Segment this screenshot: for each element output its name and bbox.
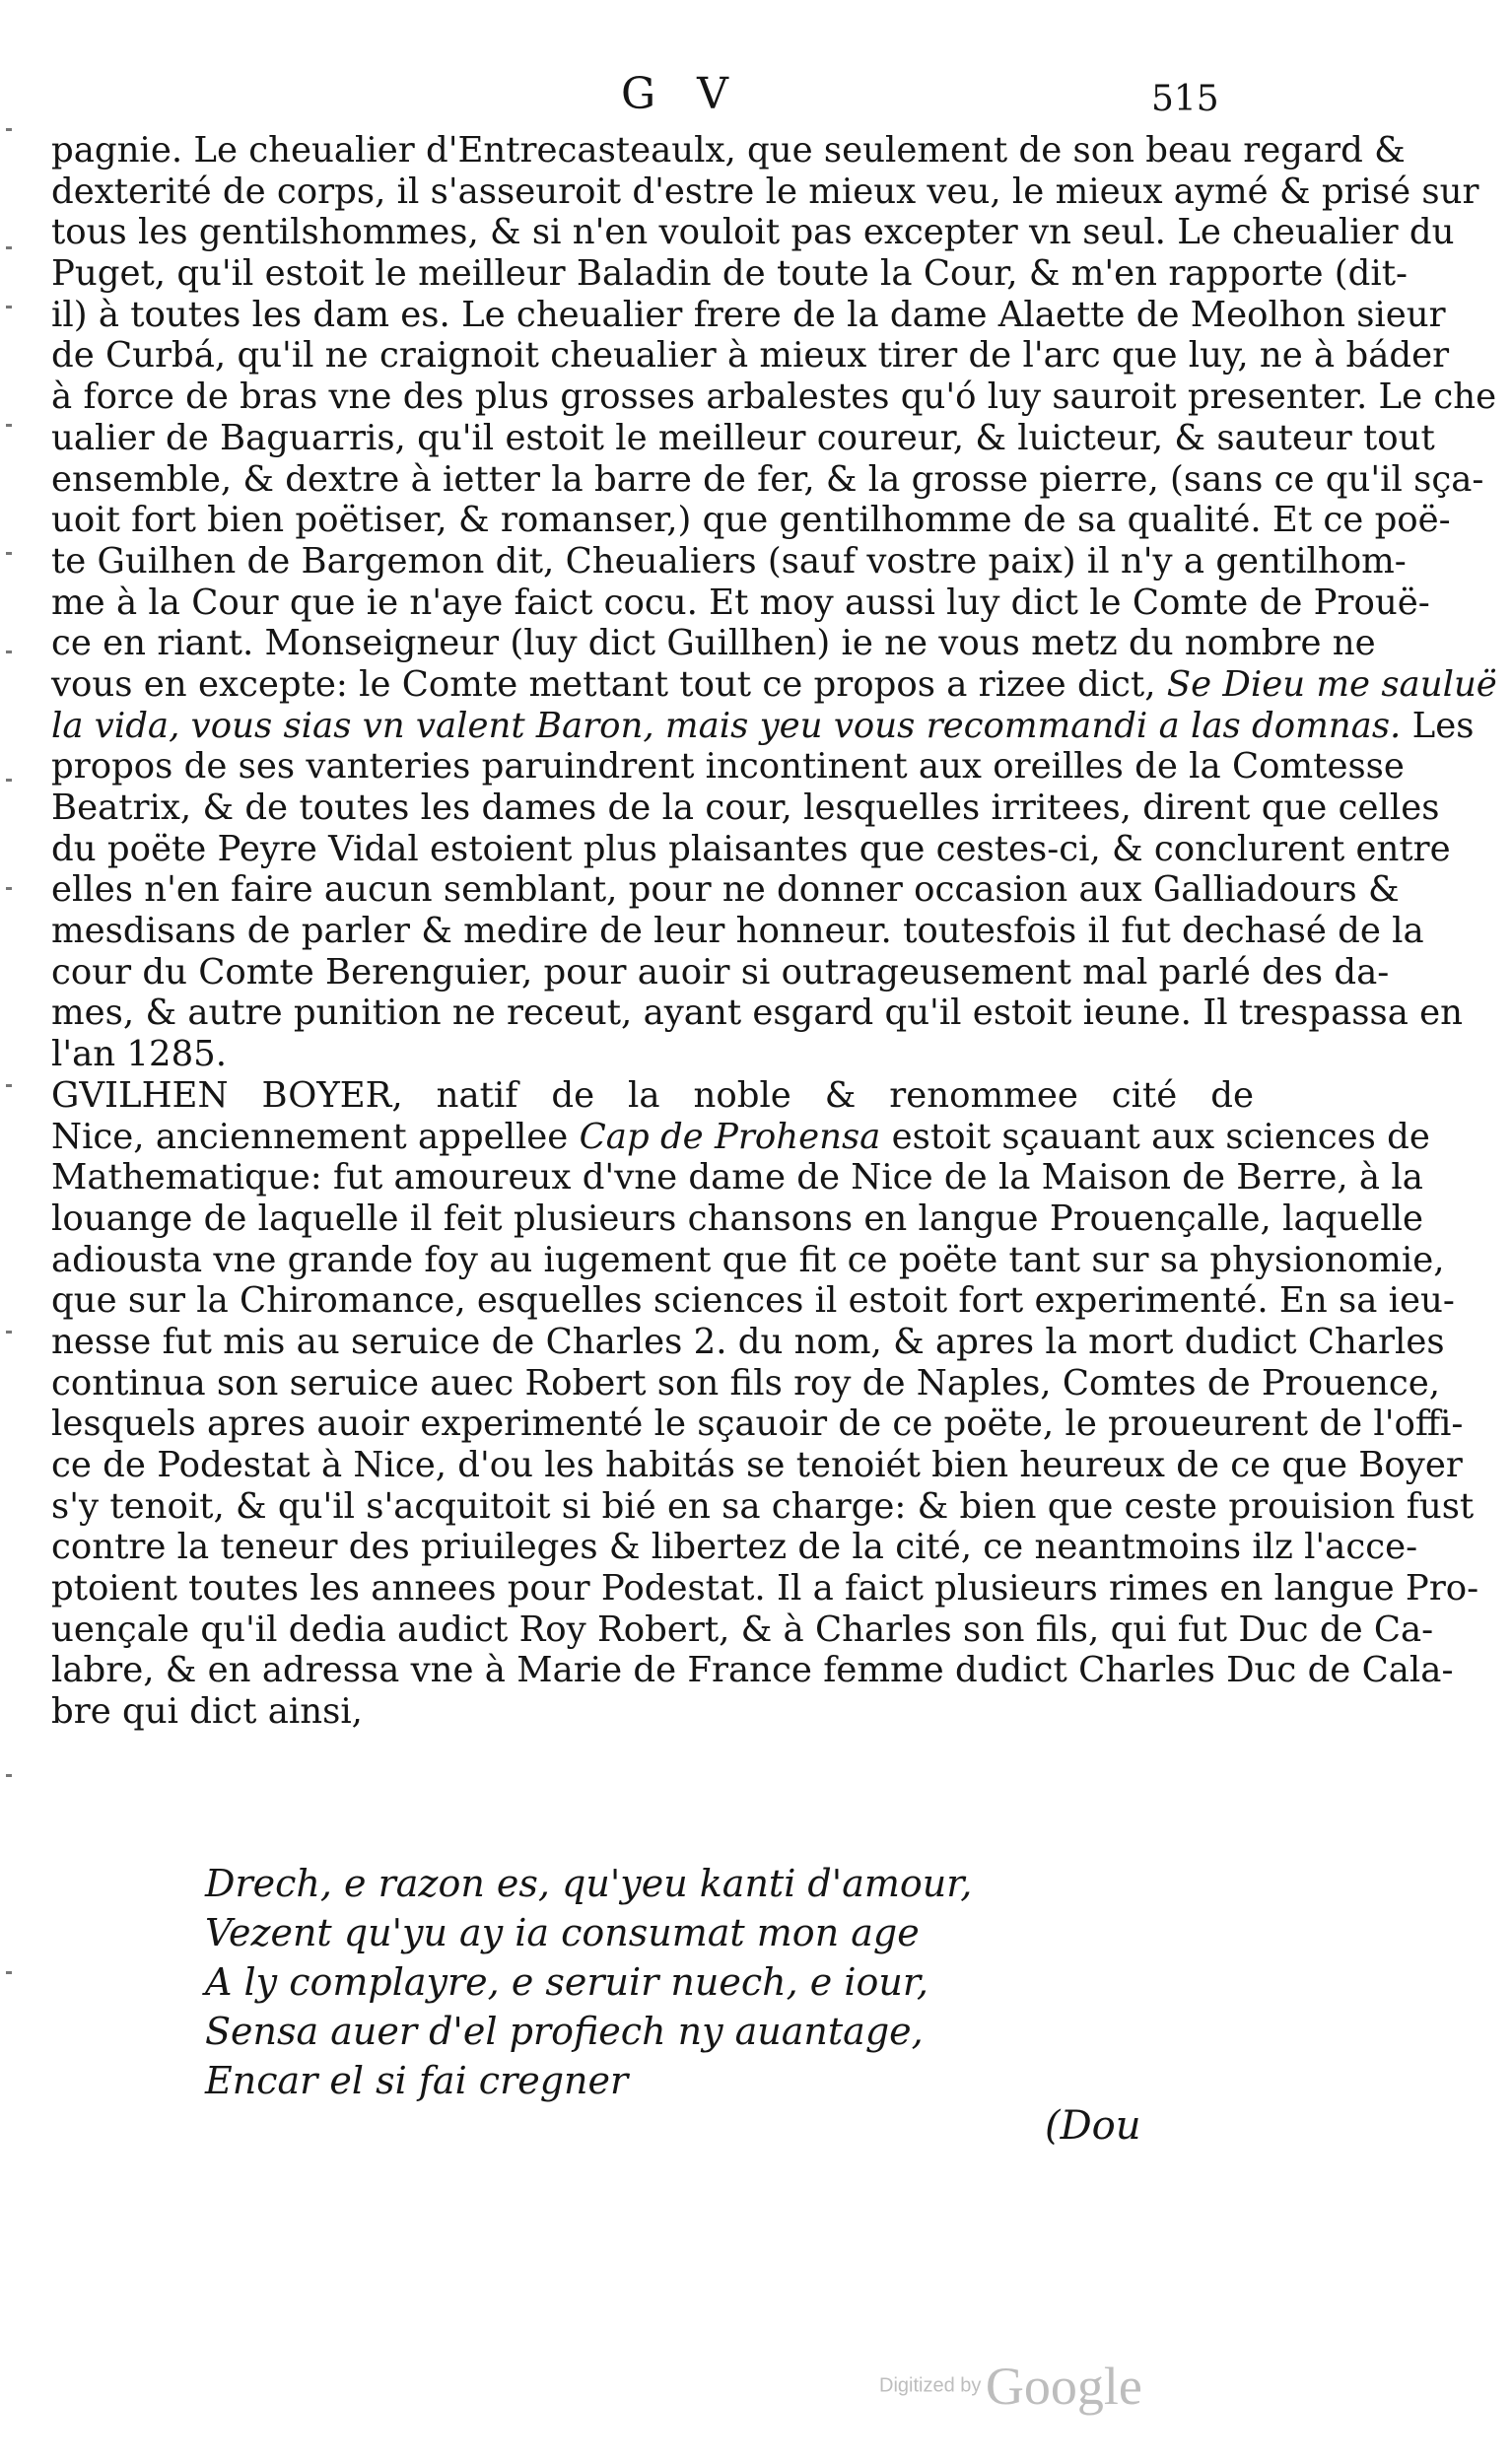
text-line-italic: Cap de Prohensa xyxy=(579,1116,881,1157)
text-line xyxy=(51,992,1464,1034)
text-line xyxy=(51,1075,1254,1117)
text-line-roman-after: estoit sçauant aux sciences de xyxy=(880,1116,1430,1157)
text-line-roman: adiousta vne grande foy au iugement que fit ce poëte tant sur sa physionomie, xyxy=(51,1239,1445,1280)
text-line-roman: du poëte Peyre Vidal estoient plus plaisantes que cestes-ci, & conclurent entre xyxy=(51,828,1451,869)
verse-block xyxy=(205,1859,972,2105)
text-line xyxy=(51,1321,1445,1363)
text-line xyxy=(51,911,1424,952)
text-line xyxy=(51,1691,1254,1733)
text-line xyxy=(51,500,1451,541)
text-line xyxy=(51,1485,1475,1528)
text-line xyxy=(51,828,1451,870)
verse-line: Drech, e razon es, qu'yeu kanti d'amour, xyxy=(205,1862,973,1905)
verse-line: A ly complayre, e seruir nuech, e iour, xyxy=(205,1960,928,2004)
text-line xyxy=(51,1034,1254,1075)
digitized-by-google-watermark xyxy=(879,2356,1142,2417)
text-line xyxy=(51,1403,1464,1445)
text-line xyxy=(51,746,1405,787)
verse-line: Encar el si fai cregner xyxy=(205,2059,629,2102)
text-line-italic: la vida, vous sias vn valent Baron, mais yeu vous recommandi a las domnas. xyxy=(51,705,1402,746)
text-line-roman: ptoient toutes les annees pour Podestat. Il a faict plusieurs rimes en langue Pro- xyxy=(51,1568,1479,1609)
text-line xyxy=(51,294,1446,336)
text-line xyxy=(51,1650,1454,1691)
text-line xyxy=(51,1608,1434,1651)
text-line-roman: te Guilhen de Bargemon dit, Cheualiers (sauf vostre paix) il n'y a gentilhom- xyxy=(51,540,1407,582)
text-line-roman: il) à toutes les dam es. Le cheualier frere de la dame Alaette de Meolhon sieur xyxy=(51,294,1446,335)
text-line xyxy=(51,1527,1418,1568)
text-line-roman: à force de bras vne des plus grosses arbalestes qu'ó luy sauroit presenter. Le che xyxy=(51,376,1497,418)
text-line-roman: Puget, qu'il estoit le meilleur Baladin de toute la Cour, & m'en rapporte (dit- xyxy=(51,253,1408,295)
text-line-roman: mesdisans de parler & medire de leur honneur. toutesfois il fut dechasé de la xyxy=(51,911,1424,952)
text-line-roman: nesse fut mis au seruice de Charles 2. du nom, & apres la mort dudict Charles xyxy=(51,1321,1445,1362)
text-line-roman: propos de ses vanteries paruindrent incontinent aux oreilles de la Comtesse xyxy=(51,746,1405,787)
text-line xyxy=(51,1568,1479,1609)
running-head: G V xyxy=(621,69,742,119)
text-line-roman: GVILHEN BOYER, natif de la noble & renommee cité de xyxy=(51,1074,1254,1116)
text-line xyxy=(51,171,1479,213)
text-line xyxy=(51,1445,1463,1486)
text-line xyxy=(51,253,1408,295)
text-line-roman: uoit fort bien poëtiser, & romanser,) que gentilhomme de sa qualité. Et ce poë- xyxy=(51,500,1451,541)
text-line-roman: Nice, anciennement appellee xyxy=(51,1116,569,1157)
text-line-roman: l'an 1285. xyxy=(51,1034,228,1075)
text-line xyxy=(51,335,1450,376)
text-line xyxy=(51,130,1406,171)
text-line xyxy=(51,540,1407,582)
text-line xyxy=(51,212,1455,253)
text-line xyxy=(51,951,1390,993)
text-line xyxy=(51,787,1440,829)
page-header xyxy=(0,69,1512,128)
text-line-roman: vous en excepte: le Comte mettant tout ce propos a rizee dict, xyxy=(51,663,1156,705)
watermark-prefix: Digitized by xyxy=(879,2374,982,2397)
text-line-roman: lesquels apres auoir experimenté le sçauoir de ce poëte, le proueurent de l'offi- xyxy=(51,1403,1464,1445)
text-line-roman: ualier de Baguarris, qu'il estoit le meilleur coureur, & luicteur, & sauteur tout xyxy=(51,417,1435,458)
text-line-roman: cour du Comte Berenguier, pour auoir si outrageusement mal parlé des da- xyxy=(51,951,1390,992)
text-line xyxy=(51,582,1430,624)
text-line-roman: louange de laquelle il feit plusieurs chansons en langue Prouençalle, laquelle xyxy=(51,1198,1423,1239)
text-line-roman: s'y tenoit, & qu'il s'acquitoit si bié en sa charge: & bien que ceste prouision fust xyxy=(51,1485,1475,1527)
text-line-italic: Se Dieu me sauluë xyxy=(1166,663,1497,705)
text-line-roman: pagnie. Le cheualier d'Entrecasteaulx, que seulement de son beau regard & xyxy=(51,130,1406,171)
catchword: (Dou xyxy=(1045,2103,1141,2149)
text-line-roman: bre qui dict ainsi, xyxy=(51,1691,363,1733)
text-line xyxy=(51,1280,1455,1322)
text-line xyxy=(51,1362,1441,1404)
text-line-roman: me à la Cour que ie n'aye faict cocu. Et moy aussi luy dict le Comte de Prouë- xyxy=(51,582,1430,623)
text-line-roman: continua son seruice auec Robert son fils roy de Naples, Comtes de Prouence, xyxy=(51,1362,1441,1403)
text-line-roman: mes, & autre punition ne receut, ayant esgard qu'il estoit ieune. Il trespassa en xyxy=(51,992,1464,1034)
text-line-roman: ce de Podestat à Nice, d'ou les habitás se tenoiét bien heureux de ce que Boyer xyxy=(51,1445,1463,1485)
text-line-roman: contre la teneur des priuileges & libertez de la cité, ce neantmoins ilz l'acce- xyxy=(51,1527,1418,1568)
text-line xyxy=(51,705,1475,747)
text-line xyxy=(51,1116,1430,1158)
text-line-roman: Beatrix, & de toutes les dames de la cour, lesquelles irritees, dirent que celles xyxy=(51,787,1440,828)
text-line-roman-after: Les xyxy=(1401,705,1475,746)
text-line xyxy=(51,458,1484,501)
text-line-roman: que sur la Chiromance, esquelles sciences il estoit fort experimenté. En sa ieu- xyxy=(51,1280,1455,1322)
text-line xyxy=(51,869,1400,911)
text-line xyxy=(51,663,1497,706)
google-logo: Google xyxy=(985,2357,1142,2416)
text-line xyxy=(51,1198,1423,1240)
text-line-roman: uençale qu'il dedia audict Roy Robert, & à Charles son fils, qui fut Duc de Ca- xyxy=(51,1608,1434,1650)
text-line xyxy=(51,623,1376,664)
text-line-roman: Mathematique: fut amoureux d'vne dame de Nice de la Maison de Berre, à la xyxy=(51,1157,1423,1198)
verse-line: Sensa auer d'el profiech ny auantage, xyxy=(205,2010,924,2053)
page-number: 515 xyxy=(1151,79,1219,119)
text-line-roman: dexterité de corps, il s'asseuroit d'estre le mieux veu, le mieux aymé & prisé sur xyxy=(51,171,1479,212)
text-line-roman: tous les gentilshommes, & si n'en vouloit pas excepter vn seul. Le cheualier du xyxy=(51,212,1455,253)
page-edge-marks xyxy=(0,99,24,2070)
text-line xyxy=(51,1157,1423,1198)
body-text xyxy=(51,130,1497,1733)
text-line-roman: elles n'en faire aucun semblant, pour ne donner occasion aux Galliadours & xyxy=(51,869,1400,911)
text-line xyxy=(51,376,1497,418)
text-line-roman: labre, & en adressa vne à Marie de France femme dudict Charles Duc de Cala- xyxy=(51,1650,1454,1691)
verse-line: Vezent qu'yu ay ia consumat mon age xyxy=(205,1911,920,1954)
text-line-roman: ce en riant. Monseigneur (luy dict Guillhen) ie ne vous metz du nombre ne xyxy=(51,623,1376,664)
text-line xyxy=(51,417,1435,459)
text-line-roman: ensemble, & dextre à ietter la barre de fer, & la grosse pierre, (sans ce qu'il sça- xyxy=(51,458,1484,500)
text-line xyxy=(51,1239,1445,1281)
text-line-roman: de Curbá, qu'il ne craignoit cheualier à mieux tirer de l'arc que luy, ne à báder xyxy=(51,335,1450,376)
